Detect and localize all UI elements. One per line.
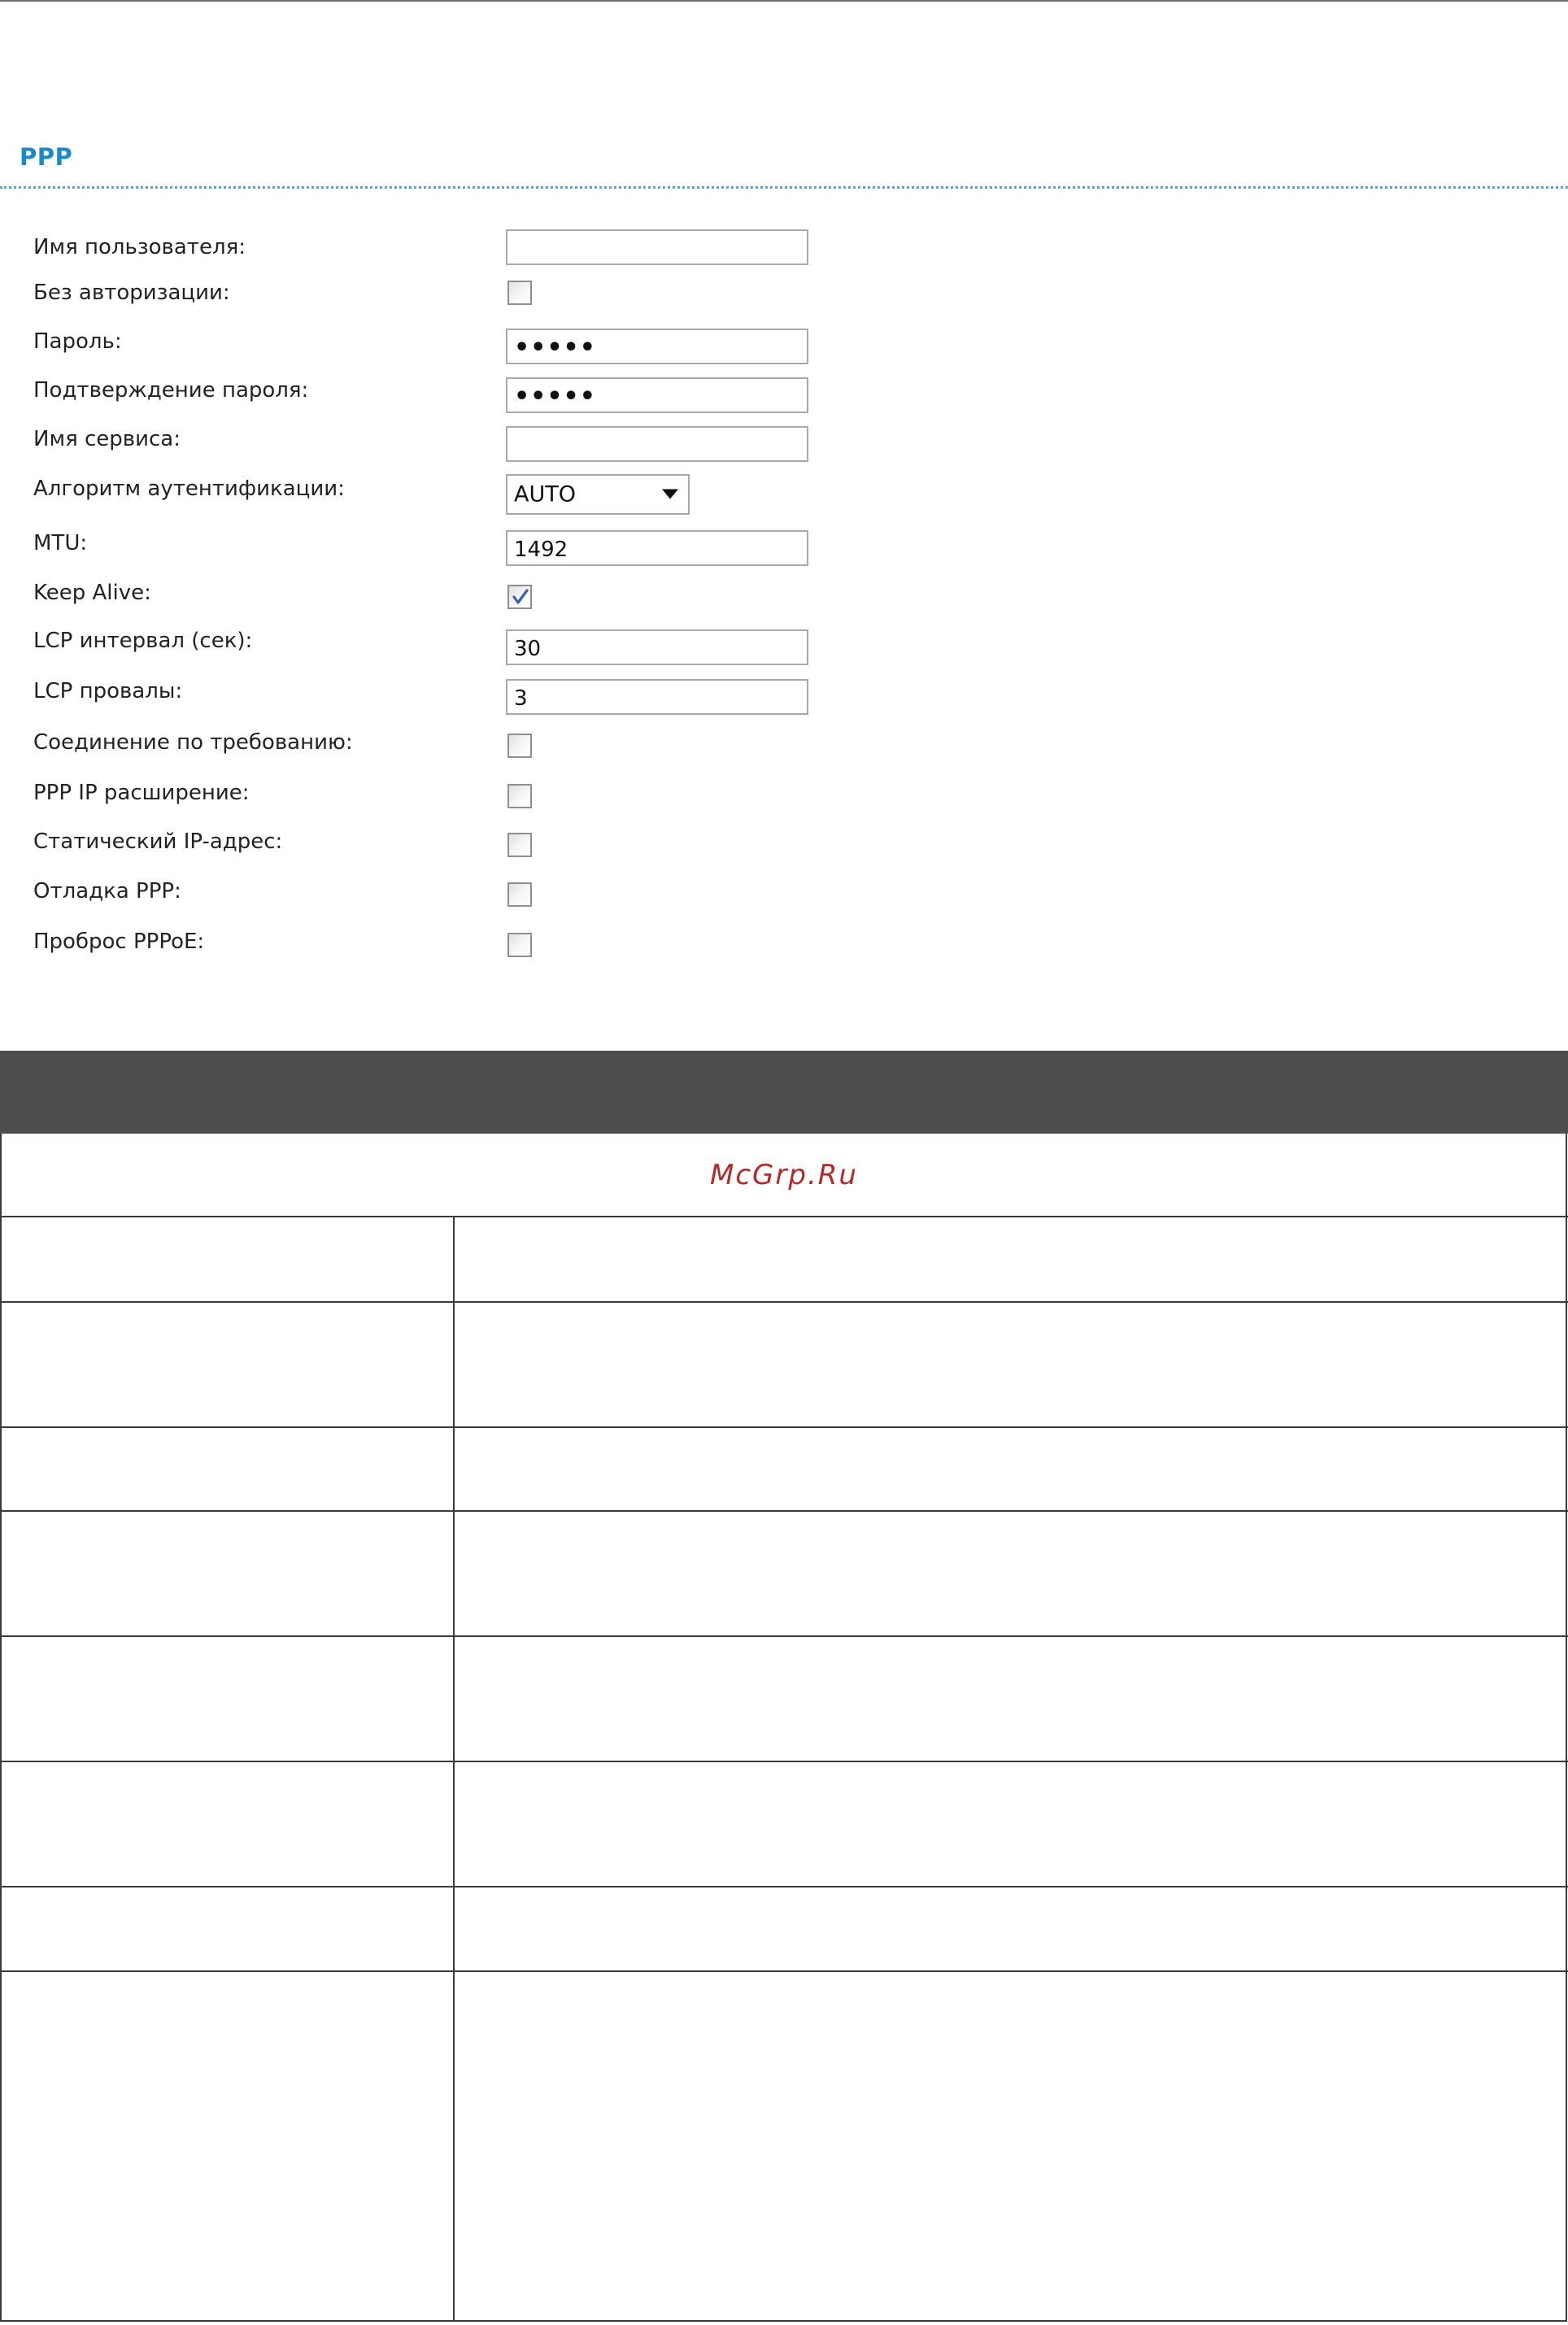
lcp-failures-label: LCP провалы: xyxy=(33,678,183,703)
lcp-interval-label: LCP интервал (сек): xyxy=(33,628,253,653)
password-label: Пароль: xyxy=(33,329,122,355)
on-demand-checkbox[interactable] xyxy=(507,734,532,758)
auth-algorithm-select[interactable] xyxy=(506,474,690,515)
ppp-ip-extension-checkbox[interactable] xyxy=(507,784,532,808)
row-lcp-failures xyxy=(0,672,1568,717)
row-auth-algorithm xyxy=(0,472,1568,517)
chevron-down-icon xyxy=(662,487,678,503)
table-row xyxy=(0,1426,453,1510)
pppoe-passthrough-checkbox[interactable] xyxy=(507,933,532,957)
keep-alive-checkbox[interactable] xyxy=(507,585,532,609)
table-row xyxy=(0,1886,453,1970)
lcp-interval-input[interactable]: 30 xyxy=(506,629,808,665)
password-confirm-label: Подтверждение пароля: xyxy=(33,378,309,403)
auth-algorithm-label: Алгоритм аутентификации: xyxy=(33,477,345,502)
service-name-label: Имя сервиса: xyxy=(33,427,181,452)
row-pppoe-passthrough xyxy=(0,914,1568,960)
table-column-divider xyxy=(453,1216,455,2322)
row-static-ip xyxy=(0,816,1568,862)
password-input[interactable]: ••••• xyxy=(506,329,808,364)
row-lcp-interval xyxy=(0,621,1568,667)
on-demand-label: Соединение по требованию: xyxy=(33,730,353,755)
table-row xyxy=(0,1510,453,1635)
no-auth-label: Без авторизации: xyxy=(33,281,230,305)
mtu-input[interactable]: 1492 xyxy=(506,530,808,566)
table-row xyxy=(0,1970,453,2322)
ppp-debug-checkbox[interactable] xyxy=(507,882,532,907)
static-ip-checkbox[interactable] xyxy=(507,833,532,857)
username-input[interactable] xyxy=(506,229,808,265)
row-password xyxy=(0,324,1568,369)
static-ip-label: Статический IP-адрес: xyxy=(33,829,283,855)
row-on-demand xyxy=(0,717,1568,763)
table-row xyxy=(0,1216,453,1301)
table-header-bar xyxy=(0,1051,1568,1134)
section-title: PPP xyxy=(20,143,73,171)
row-ppp-debug xyxy=(0,865,1568,911)
row-no-auth xyxy=(0,270,1568,316)
row-keep-alive xyxy=(0,571,1568,616)
mtu-label: MTU: xyxy=(33,531,88,556)
watermark-text: McGrp.Ru xyxy=(710,1159,858,1191)
row-mtu xyxy=(0,525,1568,571)
row-ppp-ip-extension xyxy=(0,768,1568,813)
section-divider xyxy=(0,186,1568,189)
lcp-failures-input[interactable]: 3 xyxy=(506,679,808,715)
no-auth-checkbox[interactable] xyxy=(507,281,532,305)
row-username xyxy=(0,224,1568,270)
top-rule xyxy=(0,0,1568,2)
table-row xyxy=(0,1635,453,1761)
password-confirm-input[interactable]: ••••• xyxy=(506,377,808,413)
row-password-confirm xyxy=(0,372,1568,418)
auth-algorithm-value: AUTO xyxy=(514,481,576,507)
pppoe-passthrough-label: Проброс PPPoE: xyxy=(33,929,205,954)
parameter-table xyxy=(0,1134,1568,2323)
ppp-debug-label: Отладка PPP: xyxy=(33,879,181,904)
keep-alive-label: Keep Alive: xyxy=(33,580,151,605)
service-name-input[interactable] xyxy=(506,426,808,462)
username-label: Имя пользователя: xyxy=(33,235,246,259)
table-row xyxy=(0,1301,453,1426)
ppp-ip-extension-label: PPP IP расширение: xyxy=(33,780,250,805)
table-row xyxy=(0,1761,453,1886)
row-service-name xyxy=(0,421,1568,467)
checkmark-icon xyxy=(512,588,529,606)
